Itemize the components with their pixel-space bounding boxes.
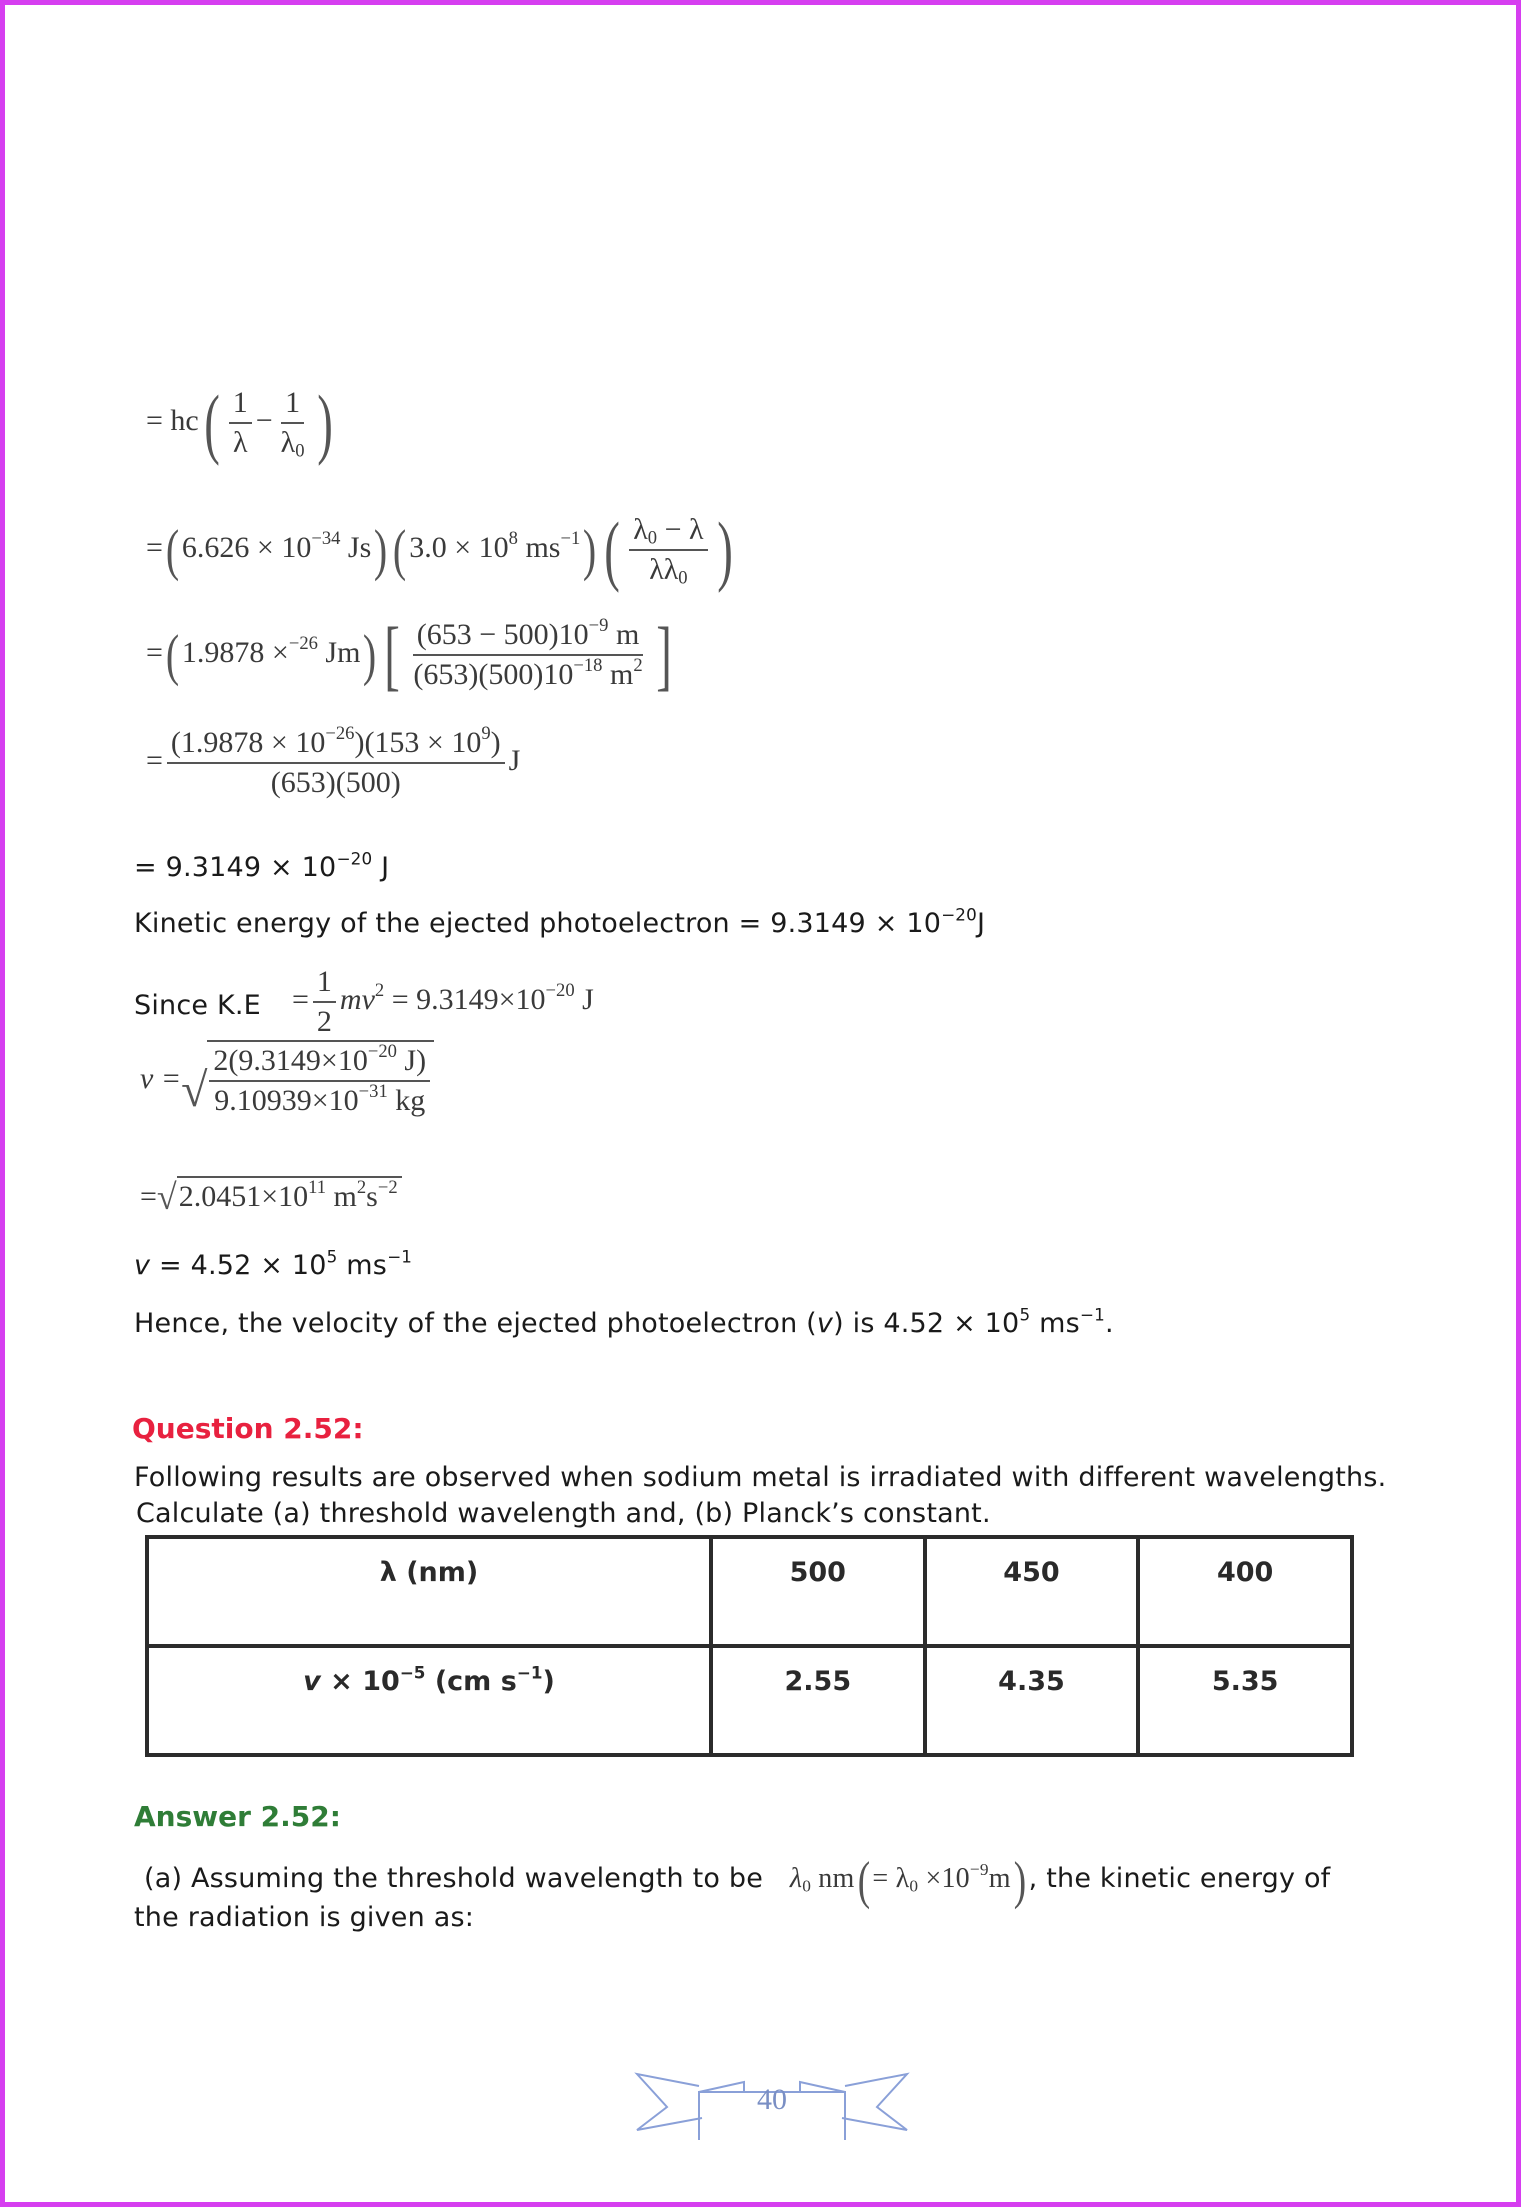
eq-text: = — [146, 635, 163, 669]
numerator: 1 — [281, 386, 304, 424]
table-cell: 5.35 — [1138, 1646, 1352, 1755]
denominator: 2 — [316, 1005, 332, 1038]
unit: J — [372, 852, 390, 883]
exponent: 2 — [374, 979, 385, 1001]
right-paren: ) — [583, 518, 597, 582]
right-paren: ) — [363, 623, 377, 687]
exponent: −2 — [377, 1176, 398, 1198]
equation-numeric — [146, 610, 677, 700]
answer-heading: Answer 2.52: — [134, 1800, 341, 1833]
exponent: 2 — [633, 654, 643, 676]
subscript: 0 — [909, 1876, 919, 1896]
sqrt — [181, 1040, 434, 1118]
answer-text: (a) Assuming the threshold wavelength to be — [144, 1862, 764, 1894]
table-header-cell — [147, 1646, 711, 1755]
fraction — [229, 386, 252, 460]
right-paren: ) — [374, 518, 388, 582]
numerator — [413, 614, 644, 656]
times-text: ×10 — [918, 1862, 970, 1894]
numerator-a: (1.9878 × 10 — [170, 726, 326, 759]
subscript: 0 — [295, 440, 305, 462]
left-paren: ( — [857, 1851, 870, 1910]
denominator-text: 9.10939×10 — [214, 1084, 359, 1117]
radicand — [207, 1040, 434, 1118]
unit: J) — [396, 1044, 427, 1077]
left-bracket: [ — [384, 611, 401, 698]
table-cell: 2.55 — [711, 1646, 925, 1755]
unit: J — [508, 743, 521, 777]
unit: m — [326, 1180, 357, 1213]
unit: (cm s — [425, 1666, 517, 1697]
table-cell: 500 — [711, 1537, 925, 1646]
threshold-expression — [789, 1851, 1029, 1910]
mv-term: mv — [339, 982, 375, 1016]
unit: J — [574, 982, 594, 1016]
numerator: 1 — [313, 965, 336, 1003]
planck-value: 6.626 × 10 — [181, 530, 312, 564]
left-paren: ( — [165, 623, 180, 687]
eq-text: = — [146, 743, 163, 777]
lambda: λλ — [649, 553, 679, 586]
eq-lhs: v = — [140, 1062, 182, 1095]
subscript: 0 — [647, 527, 658, 549]
unit: m — [602, 658, 634, 691]
fraction — [409, 614, 646, 692]
exponent: 9 — [481, 722, 491, 744]
radicand — [177, 1176, 402, 1218]
equation-fraction — [146, 722, 521, 800]
table-cell: 450 — [925, 1537, 1139, 1646]
equation-hc — [146, 378, 338, 468]
denominator-text: (653)(500)10 — [413, 658, 574, 691]
radical-sign: √ — [156, 1177, 177, 1217]
exponent: −9 — [969, 1859, 989, 1879]
left-paren: ( — [604, 506, 621, 593]
table-cell: 400 — [1138, 1537, 1352, 1646]
eq-text: = — [292, 982, 309, 1016]
unit: Jm — [317, 635, 361, 669]
right-bracket: ] — [655, 611, 672, 698]
exponent: −31 — [358, 1080, 388, 1102]
conclusion-text: ) is 4.52 × 10 — [833, 1308, 1020, 1339]
exponent: 5 — [1019, 1304, 1031, 1325]
unit: m — [988, 1862, 1011, 1894]
numerator: 1 — [229, 386, 252, 424]
numerator — [629, 513, 707, 551]
exponent: 11 — [308, 1176, 327, 1198]
sqrt-equation — [140, 1176, 402, 1218]
table-cell: 4.35 — [925, 1646, 1139, 1755]
unit: ms — [337, 1250, 388, 1281]
rhs-value: = 9.3149×10 — [384, 982, 546, 1016]
question-heading: Question 2.52: — [132, 1412, 364, 1445]
energy-result-line — [134, 848, 390, 883]
numerator — [209, 1040, 430, 1082]
label-text: × 10 — [320, 1666, 400, 1697]
velocity-equation — [140, 1040, 434, 1118]
exponent: 5 — [326, 1246, 338, 1267]
exponent: −1 — [1079, 1304, 1105, 1325]
paren: ) — [354, 726, 365, 759]
radical-sign: √ — [181, 1064, 208, 1117]
left-paren: ( — [393, 518, 407, 582]
numerator-b: (153 × 10 — [364, 726, 482, 759]
exponent: −26 — [288, 632, 318, 654]
unit: m — [608, 618, 640, 651]
data-table — [145, 1535, 1354, 1757]
eq-text: = — [146, 530, 163, 564]
v-symbol: v — [816, 1308, 834, 1339]
numerator-text: 2(9.3149×10 — [213, 1044, 368, 1077]
right-paren: ) — [317, 379, 334, 466]
kinetic-energy-line — [134, 904, 986, 939]
eq-text: = — [140, 1180, 157, 1213]
page-number: 40 — [757, 2083, 787, 2116]
paren: ) — [490, 726, 501, 759]
denominator — [277, 424, 309, 460]
velocity-result — [134, 1246, 413, 1281]
table-header-cell: λ (nm) — [147, 1537, 711, 1646]
question-text-line1: Following results are observed when sodium metal is irradiated with different wavelengths. — [134, 1462, 1387, 1493]
v-symbol: v — [303, 1666, 321, 1697]
ke-text: Kinetic energy of the ejected photoelectron = 9.3149 × 10 — [134, 908, 942, 939]
exponent: −5 — [399, 1662, 426, 1683]
numerator-text: (653 − 500)10 — [416, 618, 589, 651]
value: 2.0451×10 — [178, 1180, 309, 1213]
denominator: (653)(500) — [270, 766, 401, 799]
sqrt — [157, 1176, 402, 1218]
hc-value: 1.9878 × — [181, 635, 289, 669]
answer-text: , the kinetic energy of — [1028, 1862, 1331, 1894]
unit: s — [366, 1180, 378, 1213]
answer-text-line2: the radiation is given as: — [134, 1902, 475, 1933]
unit: ms — [517, 530, 561, 564]
v-symbol: v — [134, 1250, 151, 1281]
minus-sign: − — [255, 403, 273, 437]
eq-text: = λ — [872, 1862, 910, 1894]
exponent: 2 — [356, 1176, 367, 1198]
exponent: −26 — [325, 722, 355, 744]
result-text: = 4.52 × 10 — [150, 1250, 327, 1281]
exponent: −1 — [560, 527, 581, 549]
paren: ) — [542, 1666, 555, 1697]
conclusion-line — [134, 1304, 1114, 1339]
numerator — [167, 722, 505, 764]
left-paren: ( — [203, 379, 220, 466]
question-text-line2: Calculate (a) threshold wavelength and, (b) Planck’s constant. — [136, 1498, 991, 1529]
right-paren: ) — [1013, 1851, 1026, 1910]
denominator — [409, 656, 646, 692]
unit: ms — [1030, 1308, 1080, 1339]
denominator: λ — [232, 426, 248, 459]
denominator — [210, 1082, 429, 1118]
left-paren: ( — [165, 518, 180, 582]
lambda: λ — [789, 1862, 803, 1894]
equation-substitution — [146, 505, 738, 595]
period: . — [1104, 1308, 1114, 1339]
light-speed-value: 3.0 × 10 — [409, 530, 509, 564]
eq-text: = hc — [146, 403, 199, 437]
fraction — [313, 965, 336, 1039]
unit: kg — [387, 1084, 426, 1117]
exponent: −20 — [545, 979, 575, 1001]
fraction — [209, 1040, 430, 1118]
numerator-rest: − λ — [657, 513, 704, 546]
since-ke-label: Since K.E — [134, 990, 261, 1021]
exponent: −20 — [367, 1040, 397, 1062]
unit: J — [977, 908, 986, 939]
conclusion-text: Hence, the velocity of the ejected photoelectron ( — [134, 1308, 817, 1339]
table-row — [147, 1646, 1352, 1755]
fraction — [167, 722, 505, 800]
exponent: −18 — [573, 654, 603, 676]
denominator — [645, 551, 691, 587]
table-row — [147, 1537, 1352, 1646]
subscript: 0 — [802, 1876, 812, 1896]
lambda: λ — [280, 426, 296, 459]
ke-equation — [292, 965, 594, 1039]
exponent: −20 — [941, 904, 977, 925]
exponent: −20 — [336, 848, 373, 869]
fraction — [277, 386, 309, 460]
exponent: 8 — [508, 527, 518, 549]
exponent: −9 — [588, 614, 609, 636]
result-text: = 9.3149 × 10 — [134, 852, 337, 883]
right-paren: ) — [716, 506, 733, 593]
unit: nm — [811, 1862, 855, 1894]
lambda: λ — [633, 513, 648, 546]
exponent: −1 — [516, 1662, 543, 1683]
exponent: −34 — [311, 527, 341, 549]
fraction — [629, 513, 707, 587]
exponent: −1 — [387, 1246, 413, 1267]
subscript: 0 — [678, 567, 688, 589]
unit: Js — [340, 530, 372, 564]
